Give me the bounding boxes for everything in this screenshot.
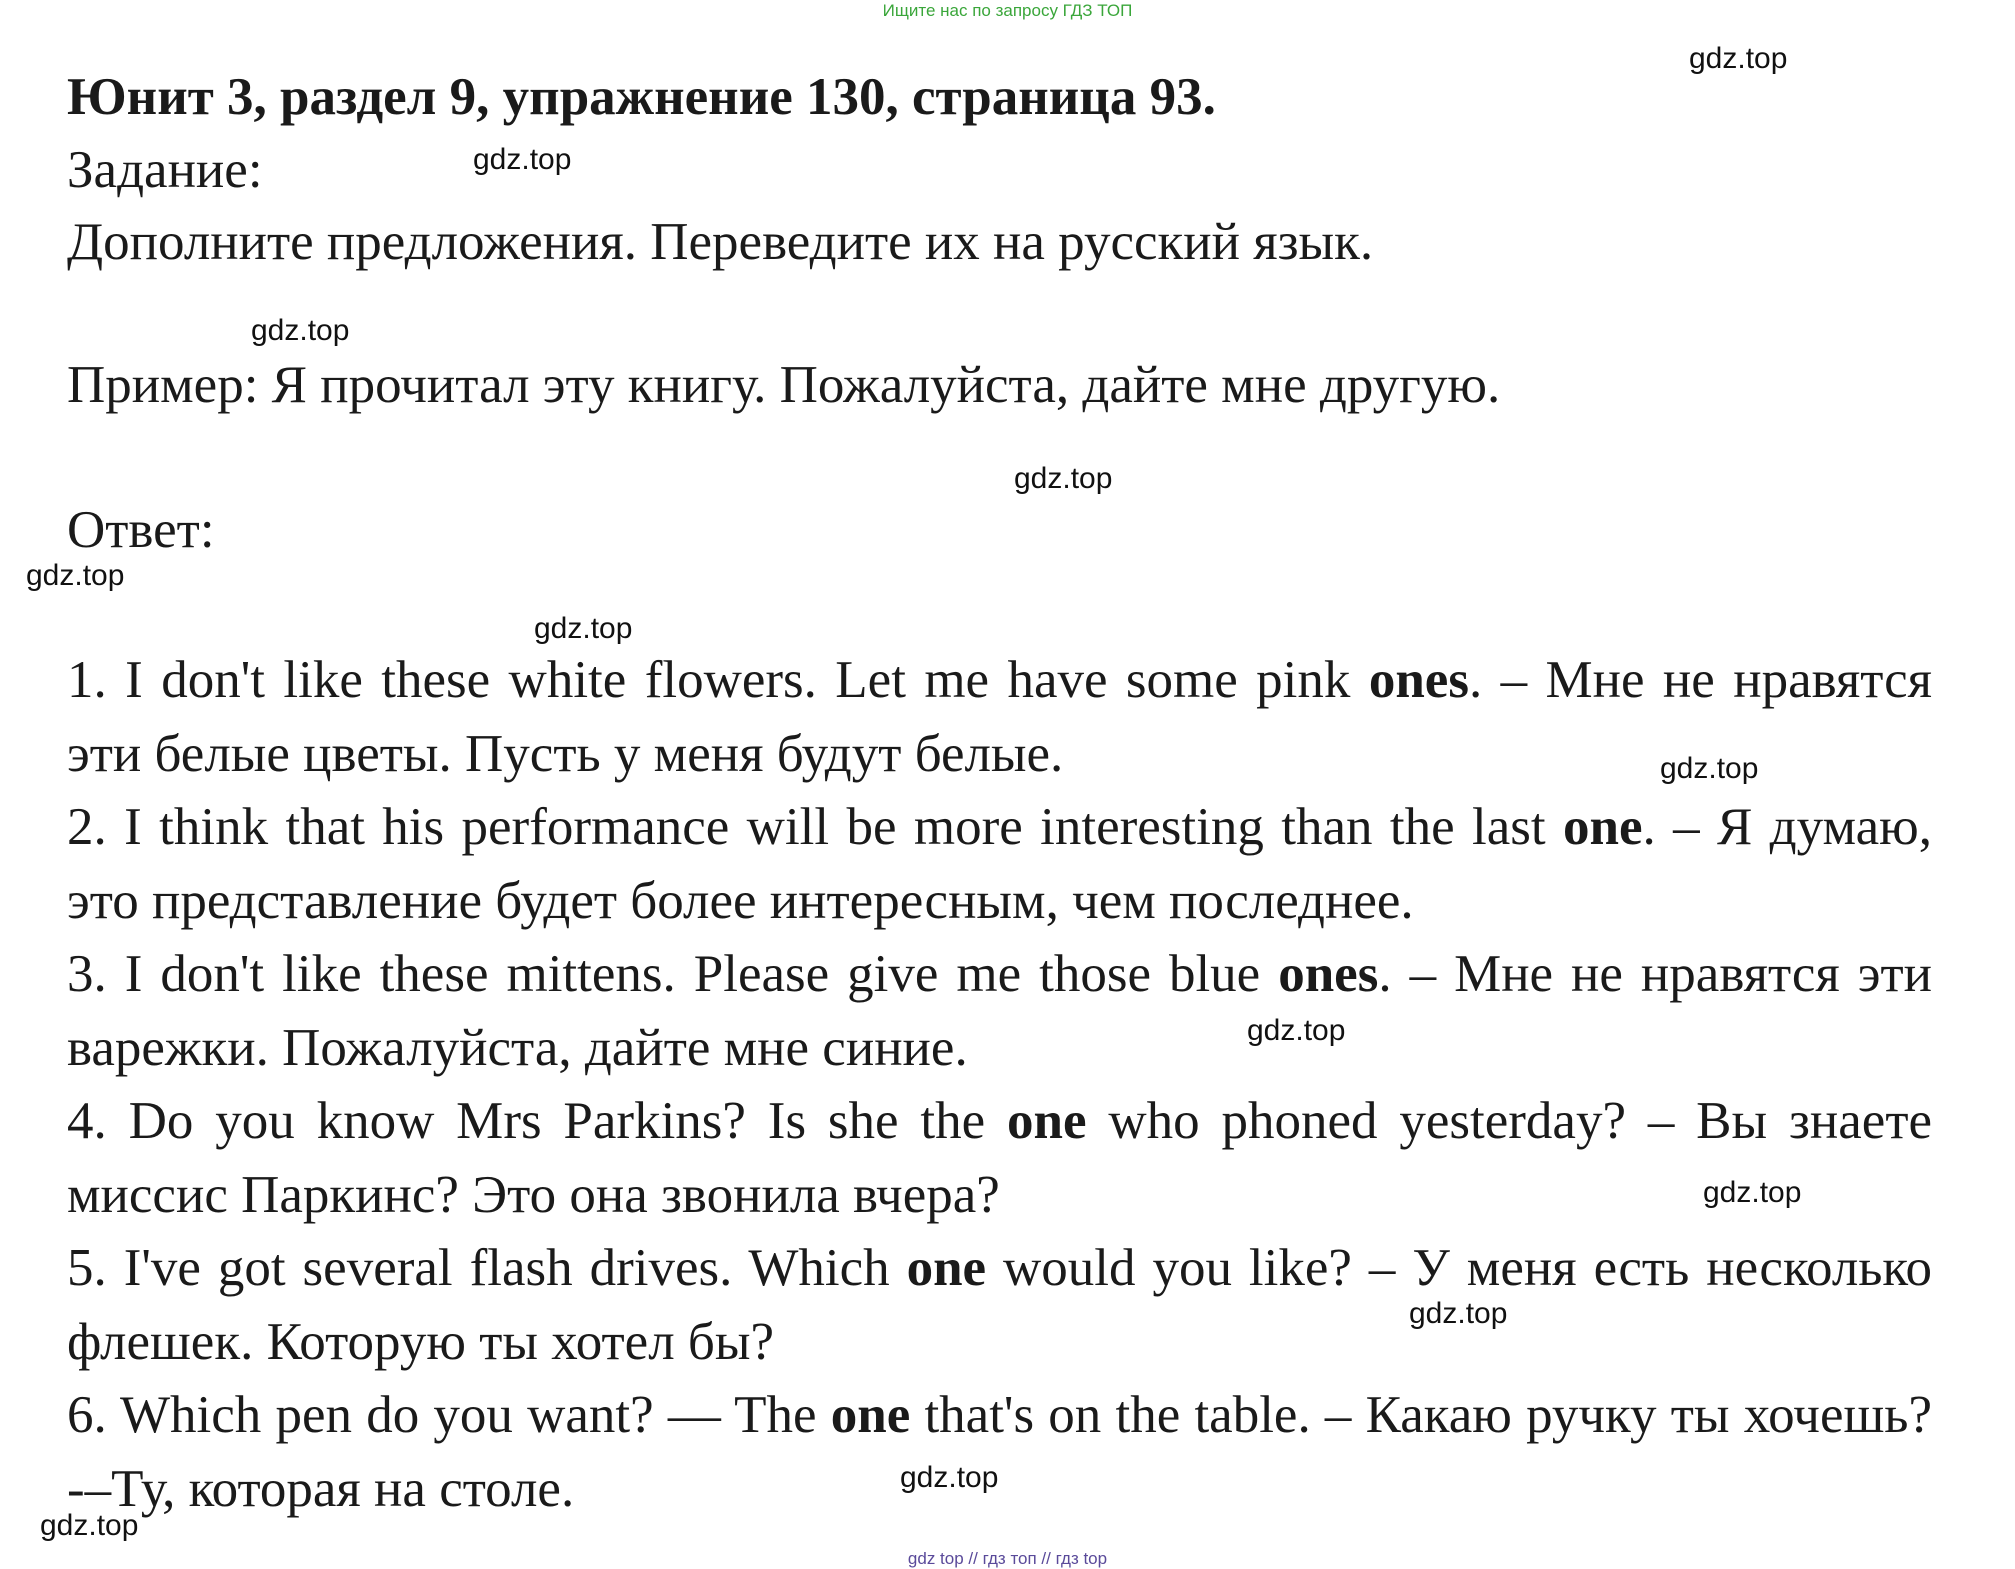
watermark: gdz.top bbox=[1247, 1014, 1346, 1047]
answer-item-4: 4. Do you know Mrs Parkins? Is she the one who phoned yesterday? – Вы знаете миссис Паркинс? Это она звонила вчера? bbox=[67, 1092, 1932, 1224]
example-text: Пример: Я прочитал эту книгу. Пожалуйста, дайте мне другую. bbox=[67, 356, 1501, 414]
task-text: Дополните предложения. Переведите их на русский язык. bbox=[67, 213, 1374, 271]
answer-list bbox=[67, 644, 1932, 1526]
answer-item-2: 2. I think that his performance will be more interesting than the last one. – Я думаю, это представление будет более интересным, чем последнее. bbox=[67, 798, 1932, 930]
watermark: gdz.top bbox=[26, 559, 125, 592]
watermark: gdz.top bbox=[900, 1461, 999, 1494]
watermark: gdz.top bbox=[1014, 462, 1113, 495]
answer-label: Ответ: bbox=[67, 501, 215, 559]
watermark: gdz.top bbox=[473, 143, 572, 176]
answer-item-6: 6. Which pen do you want? — The one that's on the table. – Какаю ручку ты хочешь? -–Ту, которая на столе. bbox=[67, 1386, 1932, 1518]
header-note: Ищите нас по запросу ГДЗ ТОП bbox=[882, 1, 1133, 20]
watermark: gdz.top bbox=[40, 1509, 139, 1542]
watermark: gdz.top bbox=[1703, 1176, 1802, 1209]
watermark: gdz.top bbox=[1409, 1297, 1508, 1330]
task-label: Задание: bbox=[67, 141, 263, 199]
watermark: gdz.top bbox=[534, 612, 633, 645]
watermark: gdz.top bbox=[1689, 42, 1788, 75]
answer-item-1: 1. I don't like these white flowers. Let me have some pink ones. – Мне не нравятся эти белые цветы. Пусть у меня будут белые. bbox=[67, 651, 1933, 783]
watermark: gdz.top bbox=[251, 314, 350, 347]
footer-watermark: gdz top // гдз топ // гдз top bbox=[907, 1549, 1108, 1568]
answer-item-3: 3. I don't like these mittens. Please give me those blue ones. – Мне не нравятся эти варежки. Пожалуйста, дайте мне синие. bbox=[67, 945, 1932, 1077]
watermark: gdz.top bbox=[1660, 752, 1759, 785]
answer-item-5: 5. I've got several flash drives. Which one would you like? – У меня есть несколько флешек. Которую ты хотел бы? bbox=[67, 1239, 1932, 1371]
page-title: Юнит 3, раздел 9, упражнение 130, страница 93. bbox=[67, 68, 1216, 126]
